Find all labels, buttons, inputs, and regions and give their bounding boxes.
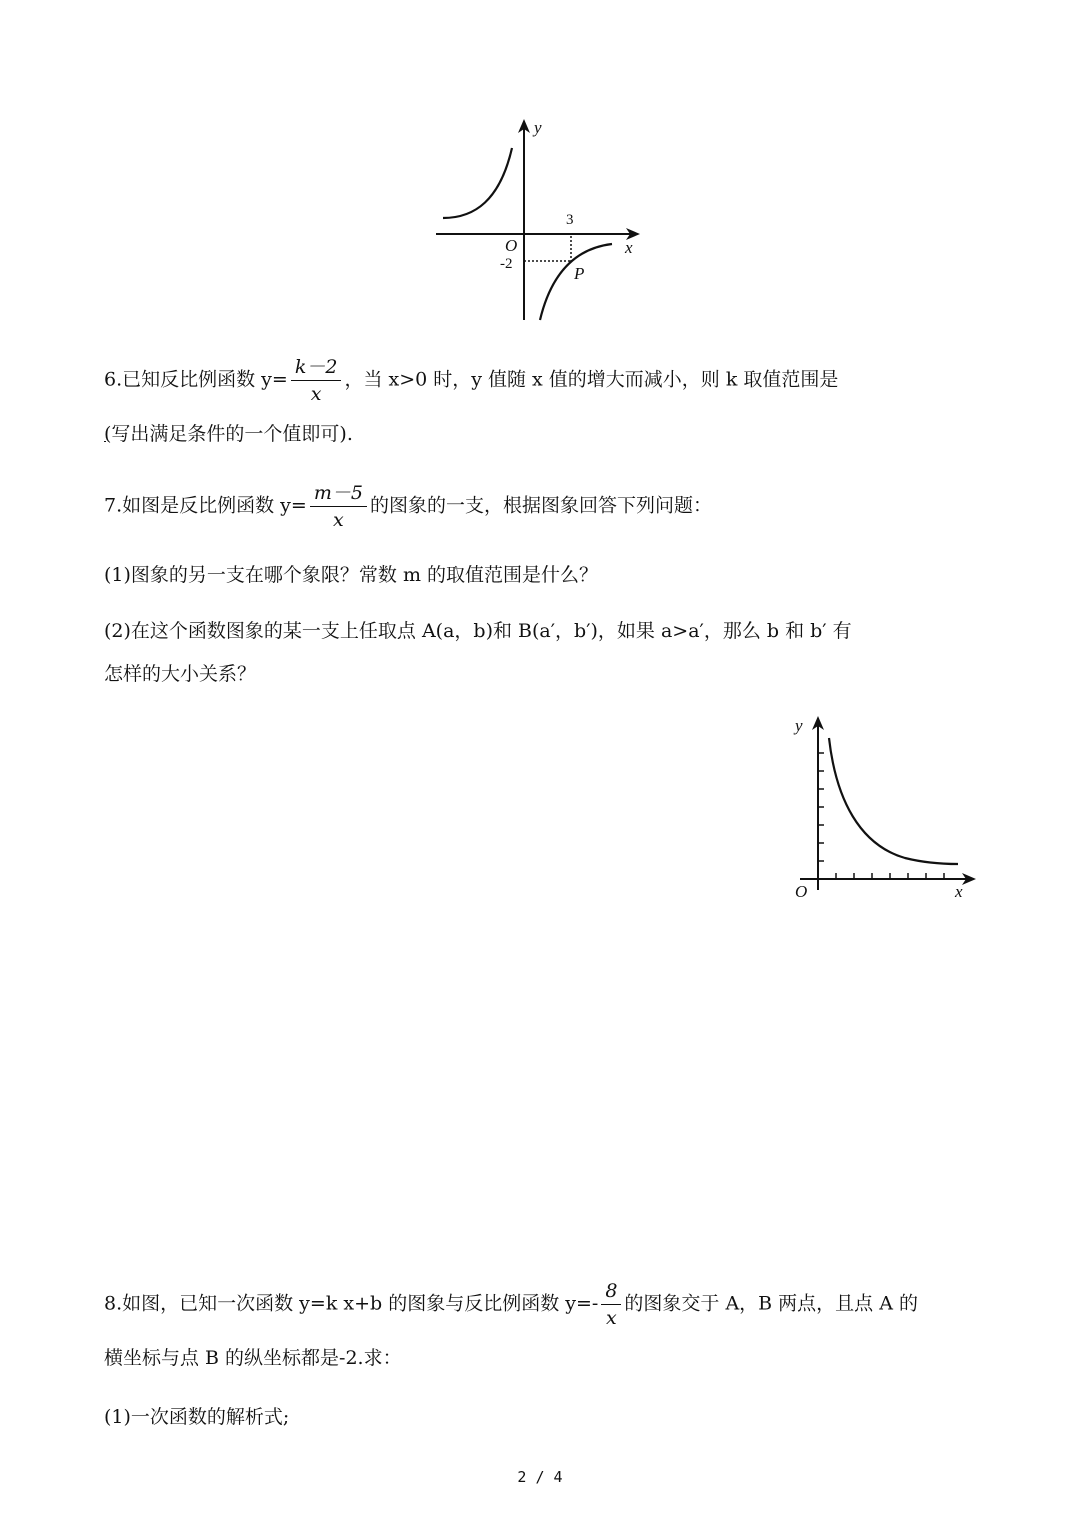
figure-2: [0, 700, 1080, 920]
q7-suffix: 的图象的一支，根据图象回答下列问题：: [369, 494, 712, 517]
fig2-y-label: y: [795, 716, 803, 735]
q7-frac-den: x: [333, 509, 344, 531]
q6-line2-rest: 写出满足条件的一个值即可).: [111, 423, 353, 445]
q6-frac-den: x: [310, 383, 322, 405]
q6-prefix: 6.已知反比例函数 y=: [104, 368, 288, 391]
fig1-tick-y-neg2: -2: [500, 256, 513, 272]
fig2-curve: [829, 738, 958, 864]
q8-line-2: 横坐标与点 B 的纵坐标都是-2.求：: [104, 1347, 402, 1369]
q7-frac-num: m－5: [310, 482, 367, 507]
figure-1: [0, 0, 1080, 340]
q6-line-1: [104, 356, 838, 405]
q8-fraction: [601, 1280, 621, 1329]
q6-frac-num: k－2: [291, 356, 342, 381]
q6-fraction: [291, 356, 342, 405]
fig2-origin-label: O: [795, 882, 808, 901]
q7-fraction: [310, 482, 367, 531]
q8-suffix: 的图象交于 A，B 两点，且点 A 的: [624, 1292, 918, 1315]
page-number: 2 / 4: [517, 1468, 563, 1486]
q8-frac-num: 8: [601, 1280, 621, 1305]
fig1-y-label: y: [534, 118, 542, 137]
q8-line-1: [104, 1280, 918, 1329]
figure-1-graphic: [0, 0, 1080, 340]
q7-part-2-line-2: 怎样的大小关系？: [104, 663, 257, 685]
q8-part-1: (1)一次函数的解析式;: [104, 1406, 290, 1428]
curve-branch-upper-left: [443, 148, 512, 218]
q8-prefix: 8.如图，已知一次函数 y=k x+b 的图象与反比例函数 y=-: [104, 1292, 599, 1315]
q8-frac-den: x: [606, 1307, 617, 1329]
fig1-tick-x-3: 3: [566, 212, 574, 228]
fig1-x-label: x: [625, 238, 633, 257]
q6-suffix: ，当 x>0 时，y 值随 x 值的增大而减小，则 k 取值范围是: [344, 368, 839, 391]
q7-line-1: [104, 482, 712, 531]
q7-part-2-line-1: (2)在这个函数图象的某一支上任取点 A(a，b)和 B(a′，b′)，如果 a>a′，那么 b 和 b′ 有: [104, 620, 852, 642]
fig1-origin-label: O: [505, 236, 518, 255]
q7-part-1: (1)图象的另一支在哪个象限？常数 m 的取值范围是什么？: [104, 564, 599, 586]
q6-answer-blank: (: [104, 423, 112, 445]
fig1-point-p-label: P: [574, 264, 585, 283]
q7-prefix: 7.如图是反比例函数 y=: [104, 494, 307, 517]
fig2-x-label: x: [955, 882, 963, 901]
figure-2-graphic: [0, 700, 1080, 920]
q6-line-2: [104, 422, 353, 446]
